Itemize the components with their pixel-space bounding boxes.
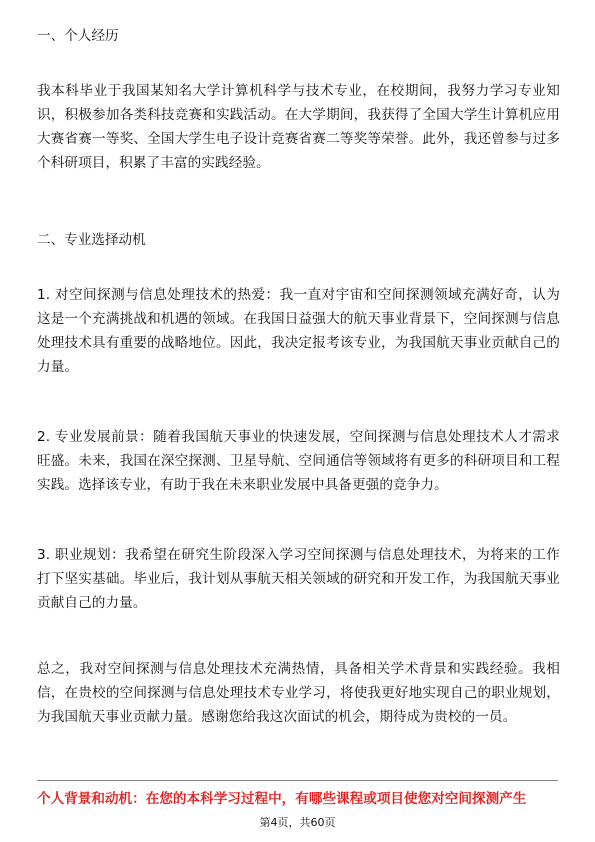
personal-experience-paragraph: 我本科毕业于我国某知名大学计算机科学与技术专业，在校期间，我努力学习专业知识，积极参加各类科技竞赛和实践活动。在大学期间，我获得了全国大学生计算机应用大赛省赛一等奖、全国大学生电子设计竞赛省赛二等奖等荣誉。此外，我还曾参与过多个科研项目，积累了丰富的实践经验。	[37, 83, 560, 171]
page-number: 第4页，共60页	[259, 816, 336, 829]
motivation-item-2: 2. 专业发展前景：随着我国航天事业的快速发展，空间探测与信息处理技术人才需求旺盛。未来，我国在深空探测、卫星导航、空间通信等领域将有更多的科研项目和工程实践。选择该专业，有助于我在未来职业发展中具备更强的竞争力。	[37, 429, 560, 493]
motivation-item-1: 1. 对空间探测与信息处理技术的热爱：我一直对宇宙和空间探测领域充满好奇，认为这是一个充满挑战和机遇的领域。在我国日益强大的航天事业背景下，空间探测与信息处理技术具有重要的战略地位。因此，我决定报考该专业，为我国航天事业贡献自己的力量。	[37, 287, 560, 375]
motivation-item-3: 3. 职业规划：我希望在研究生阶段深入学习空间探测与信息处理技术，为将来的工作打下坚实基础。毕业后，我计划从事航天相关领域的研究和开发工作，为我国航天事业贡献自己的力量。	[37, 547, 560, 611]
next-question-heading: 个人背景和动机：在您的本科学习过程中，有哪些课程或项目使您对空间探测产生	[37, 791, 527, 807]
footer-divider	[37, 780, 558, 781]
section-heading-personal-experience: 一、个人经历	[37, 28, 119, 44]
section-heading-motivation: 二、专业选择动机	[37, 232, 146, 248]
conclusion-paragraph: 总之，我对空间探测与信息处理技术充满热情，具备相关学术背景和实践经验。我相信，在贵校的空间探测与信息处理技术专业学习，将使我更好地实现自己的职业规划，为我国航天事业贡献力量。感谢您给我这次面试的机会，期待成为贵校的一员。	[37, 661, 560, 725]
